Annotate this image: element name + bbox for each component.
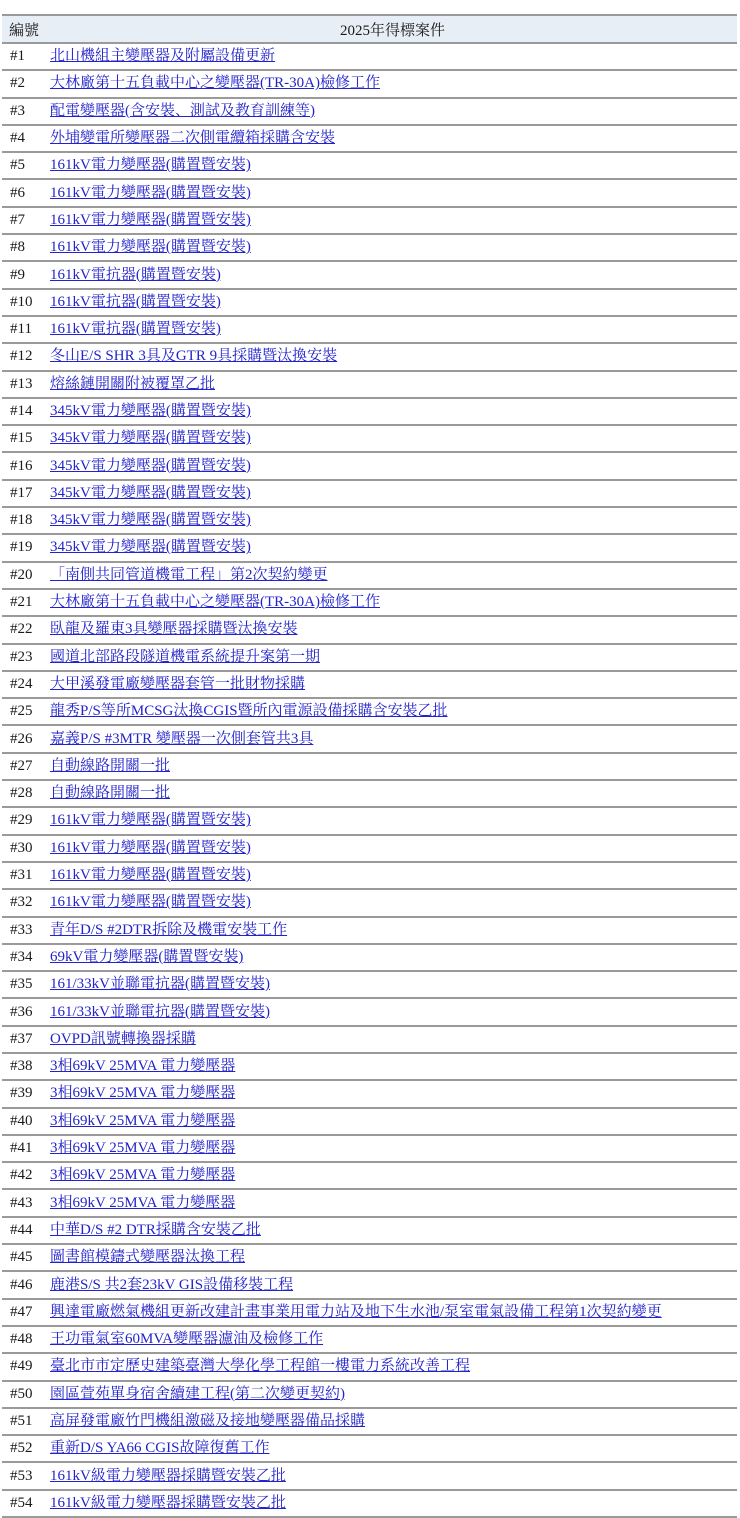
table-row (2, 1080, 737, 1107)
table-row (2, 698, 737, 725)
case-number: #49 (2, 1353, 48, 1380)
case-link[interactable]: 3相69kV 25MVA 電力變壓器 (50, 1167, 236, 1184)
table-row (2, 1353, 737, 1380)
case-number: #8 (2, 234, 48, 261)
case-title-cell (48, 1462, 737, 1489)
case-number: #26 (2, 725, 48, 752)
case-title-cell (48, 671, 737, 698)
case-title-cell (48, 1299, 737, 1326)
case-link[interactable]: 園區萱苑單身宿舍續建工程(第二次變更契約) (50, 1385, 345, 1402)
case-number: #23 (2, 644, 48, 671)
case-title-cell (48, 889, 737, 916)
case-title-cell (48, 507, 737, 534)
case-link[interactable]: 161kV電力變壓器(購置暨安裝) (50, 867, 251, 884)
case-number: #3 (2, 98, 48, 125)
table-row (2, 944, 737, 971)
case-number: #6 (2, 179, 48, 206)
case-number: #27 (2, 753, 48, 780)
case-title-cell (48, 753, 737, 780)
case-title-cell (48, 452, 737, 479)
case-title-cell (48, 343, 737, 370)
table-row (2, 152, 737, 179)
case-title-cell (48, 1026, 737, 1053)
case-link[interactable]: 345kV電力變壓器(購置暨安裝) (50, 430, 251, 447)
case-link[interactable]: 3相69kV 25MVA 電力變壓器 (50, 1194, 236, 1211)
case-title-cell (48, 1189, 737, 1216)
case-number: #32 (2, 889, 48, 916)
case-link[interactable]: 3相69kV 25MVA 電力變壓器 (50, 1112, 236, 1129)
case-number: #2 (2, 70, 48, 97)
table-row (2, 1326, 737, 1353)
case-link[interactable]: 圖書館模鑄式變壓器汰換工程 (50, 1249, 246, 1266)
case-number: #21 (2, 589, 48, 616)
case-link[interactable]: 161kV電力變壓器(購置暨安裝) (50, 211, 251, 228)
case-number: #33 (2, 917, 48, 944)
table-row (2, 316, 737, 343)
case-number: #13 (2, 371, 48, 398)
case-link[interactable]: 161/33kV並聯電抗器(購置暨安裝) (50, 1003, 270, 1020)
case-link[interactable]: 345kV電力變壓器(購置暨安裝) (50, 512, 251, 529)
case-title-cell (48, 1271, 737, 1298)
case-title-cell (48, 261, 737, 288)
case-number: #12 (2, 343, 48, 370)
case-link[interactable]: 161kV電抗器(購置暨安裝) (50, 321, 221, 338)
table-row (2, 1244, 737, 1271)
case-number: #36 (2, 998, 48, 1025)
table-row (2, 1462, 737, 1489)
table-row (2, 1271, 737, 1298)
table-row (2, 562, 737, 589)
table-row (2, 398, 737, 425)
case-number: #47 (2, 1299, 48, 1326)
case-title-cell (48, 152, 737, 179)
case-number: #34 (2, 944, 48, 971)
case-link[interactable]: 161/33kV並聯電抗器(購置暨安裝) (50, 976, 270, 993)
case-title-cell (48, 589, 737, 616)
case-title-cell (48, 289, 737, 316)
case-link[interactable]: 3相69kV 25MVA 電力變壓器 (50, 1058, 236, 1075)
case-link[interactable]: 重新D/S YA66 CGIS故障復舊工作 (50, 1440, 270, 1457)
case-link[interactable]: 161kV級電力變壓器採購暨安裝乙批 (50, 1467, 286, 1484)
case-link[interactable]: 161kV級電力變壓器採購暨安裝乙批 (50, 1494, 286, 1511)
case-number: #15 (2, 425, 48, 452)
case-link[interactable]: 大林廠第十五負載中心之變壓器(TR-30A)檢修工作 (50, 75, 380, 92)
table-row (2, 1162, 737, 1189)
case-title-cell (48, 398, 737, 425)
table-row (2, 1435, 737, 1462)
table-row (2, 98, 737, 125)
case-link[interactable]: 龍秀P/S等所MCSG汰換CGIS暨所內電源設備採購含安裝乙批 (50, 703, 448, 720)
case-number: #9 (2, 261, 48, 288)
table-body (2, 43, 737, 1517)
case-link[interactable]: 熔絲鏈開關附被覆罩乙批 (50, 375, 216, 392)
case-title-cell (48, 862, 737, 889)
case-link[interactable]: 161kV電力變壓器(購置暨安裝) (50, 812, 251, 829)
case-link[interactable]: 3相69kV 25MVA 電力變壓器 (50, 1085, 236, 1102)
table-row (2, 971, 737, 998)
table-row (2, 452, 737, 479)
table-row (2, 480, 737, 507)
case-number: #29 (2, 807, 48, 834)
case-number: #50 (2, 1381, 48, 1408)
case-title-cell (48, 125, 737, 152)
table-row (2, 343, 737, 370)
case-number: #37 (2, 1026, 48, 1053)
case-number: #39 (2, 1080, 48, 1107)
table-row (2, 261, 737, 288)
awarded-cases-table (2, 14, 737, 1518)
case-number: #53 (2, 1462, 48, 1489)
case-title-cell (48, 70, 737, 97)
table-row (2, 1026, 737, 1053)
table-row (2, 70, 737, 97)
case-number: #24 (2, 671, 48, 698)
case-link[interactable]: 外埔變電所變壓器二次側電纜箱採購含安裝 (50, 130, 336, 147)
case-link[interactable]: 161kV電抗器(購置暨安裝) (50, 266, 221, 283)
case-number: #16 (2, 452, 48, 479)
column-header-id: 編號 (2, 15, 48, 43)
case-link[interactable]: OVPD訊號轉換器採購 (50, 1030, 196, 1047)
table-row (2, 507, 737, 534)
case-title-cell (48, 835, 737, 862)
table-row (2, 371, 737, 398)
case-number: #28 (2, 780, 48, 807)
case-title-cell (48, 944, 737, 971)
case-number: #38 (2, 1053, 48, 1080)
case-link[interactable]: 161kV電抗器(購置暨安裝) (50, 293, 221, 310)
table-row (2, 1381, 737, 1408)
table-row (2, 835, 737, 862)
case-title-cell (48, 316, 737, 343)
table-row (2, 725, 737, 752)
case-number: #22 (2, 616, 48, 643)
case-title-cell (48, 780, 737, 807)
case-title-cell (48, 1435, 737, 1462)
table-header (2, 15, 737, 43)
table-row (2, 1217, 737, 1244)
case-number: #17 (2, 480, 48, 507)
case-title-cell (48, 480, 737, 507)
case-link[interactable]: 345kV電力變壓器(購置暨安裝) (50, 457, 251, 474)
case-link[interactable]: 興達電廠燃氣機組更新改建計畫事業用電力站及地下生水池/泵室電氣設備工程第1次契約變更 (50, 1303, 662, 1320)
case-title-cell (48, 562, 737, 589)
case-link[interactable]: 161kV電力變壓器(購置暨安裝) (50, 839, 251, 856)
case-title-cell (48, 725, 737, 752)
case-number: #40 (2, 1108, 48, 1135)
table-row (2, 179, 737, 206)
table-row (2, 289, 737, 316)
case-title-cell (48, 616, 737, 643)
case-number: #5 (2, 152, 48, 179)
table-row (2, 644, 737, 671)
case-link[interactable]: 69kV電力變壓器(購置暨安裝) (50, 948, 244, 965)
case-link[interactable]: 青年D/S #2DTR拆除及機電安裝工作 (50, 921, 288, 938)
table-row (2, 807, 737, 834)
case-link[interactable]: 3相69kV 25MVA 電力變壓器 (50, 1140, 236, 1157)
case-title-cell (48, 917, 737, 944)
case-number: #52 (2, 1435, 48, 1462)
case-link[interactable]: 國道北部路段隧道機電系統提升案第一期 (50, 648, 321, 665)
case-link[interactable]: 高屏發電廠竹門機組激磁及接地變壓器備品採購 (50, 1412, 366, 1429)
case-link[interactable]: 161kV電力變壓器(購置暨安裝) (50, 894, 251, 911)
table-row (2, 1108, 737, 1135)
case-number: #35 (2, 971, 48, 998)
case-link[interactable]: 冬山E/S SHR 3具及GTR 9具採購暨汰換安裝 (50, 348, 338, 365)
case-link[interactable]: 自動線路開關一批 (50, 785, 171, 802)
case-title-cell (48, 43, 737, 70)
case-title-cell (48, 425, 737, 452)
case-link[interactable]: 161kV電力變壓器(購置暨安裝) (50, 184, 251, 201)
table-row (2, 671, 737, 698)
case-link[interactable]: 345kV電力變壓器(購置暨安裝) (50, 539, 251, 556)
case-link[interactable]: 鹿港S/S 共2套23kV GIS設備移裝工程 (50, 1276, 294, 1293)
table-row (2, 1408, 737, 1435)
case-link[interactable]: 大林廠第十五負載中心之變壓器(TR-30A)檢修工作 (50, 594, 380, 611)
table-row (2, 889, 737, 916)
case-number: #4 (2, 125, 48, 152)
case-title-cell (48, 207, 737, 234)
table-row (2, 43, 737, 70)
case-title-cell (48, 534, 737, 561)
case-title-cell (48, 98, 737, 125)
case-number: #46 (2, 1271, 48, 1298)
case-title-cell (48, 179, 737, 206)
case-number: #20 (2, 562, 48, 589)
case-title-cell (48, 698, 737, 725)
table-row (2, 425, 737, 452)
case-link[interactable]: 「南側共同管道機電工程」第2次契約變更 (50, 566, 328, 583)
case-title-cell (48, 1326, 737, 1353)
table-row (2, 1135, 737, 1162)
header-row (2, 15, 737, 43)
case-number: #18 (2, 507, 48, 534)
case-title-cell (48, 1490, 737, 1517)
case-link[interactable]: 北山機組主變壓器及附屬設備更新 (50, 48, 276, 65)
table-row (2, 589, 737, 616)
case-title-cell (48, 998, 737, 1025)
table-row (2, 1490, 737, 1517)
table-row (2, 1299, 737, 1326)
table-row (2, 753, 737, 780)
case-number: #31 (2, 862, 48, 889)
case-number: #1 (2, 43, 48, 70)
case-title-cell (48, 234, 737, 261)
case-link[interactable]: 161kV電力變壓器(購置暨安裝) (50, 239, 251, 256)
case-number: #45 (2, 1244, 48, 1271)
case-title-cell (48, 807, 737, 834)
case-number: #19 (2, 534, 48, 561)
case-title-cell (48, 1353, 737, 1380)
case-number: #25 (2, 698, 48, 725)
case-link[interactable]: 臥龍及羅東3具變壓器採購暨汰換安裝 (50, 621, 298, 638)
case-number: #54 (2, 1490, 48, 1517)
case-number: #42 (2, 1162, 48, 1189)
case-number: #30 (2, 835, 48, 862)
case-number: #7 (2, 207, 48, 234)
case-title-cell (48, 1080, 737, 1107)
case-link[interactable]: 345kV電力變壓器(購置暨安裝) (50, 484, 251, 501)
case-link[interactable]: 大甲溪發電廠變壓器套管一批財物採購 (50, 675, 306, 692)
table-row (2, 998, 737, 1025)
table-row (2, 125, 737, 152)
case-number: #48 (2, 1326, 48, 1353)
case-number: #10 (2, 289, 48, 316)
table-row (2, 917, 737, 944)
case-number: #51 (2, 1408, 48, 1435)
table-row (2, 780, 737, 807)
case-title-cell (48, 1053, 737, 1080)
column-header-title: 2025年得標案件 (48, 15, 737, 43)
table-row (2, 1053, 737, 1080)
case-link[interactable]: 臺北市市定歷史建築臺灣大學化學工程館一樓電力系統改善工程 (50, 1358, 471, 1375)
case-number: #43 (2, 1189, 48, 1216)
case-title-cell (48, 371, 737, 398)
table-row (2, 616, 737, 643)
table-row (2, 1189, 737, 1216)
case-title-cell (48, 1381, 737, 1408)
case-title-cell (48, 1162, 737, 1189)
case-link[interactable]: 嘉義P/S #3MTR 變壓器一次側套管共3具 (50, 730, 314, 747)
case-link[interactable]: 自動線路開關一批 (50, 757, 171, 774)
table-row (2, 207, 737, 234)
table-row (2, 234, 737, 261)
case-number: #11 (2, 316, 48, 343)
table-row (2, 862, 737, 889)
case-title-cell (48, 1217, 737, 1244)
case-number: #44 (2, 1217, 48, 1244)
case-link[interactable]: 345kV電力變壓器(購置暨安裝) (50, 403, 251, 419)
case-title-cell (48, 644, 737, 671)
case-link[interactable]: 王功電氣室60MVA變壓器濾油及檢修工作 (50, 1331, 324, 1348)
case-title-cell (48, 1108, 737, 1135)
case-number: #14 (2, 398, 48, 425)
case-title-cell (48, 1408, 737, 1435)
case-link[interactable]: 配電變壓器(含安裝、測試及教育訓練等) (50, 102, 315, 119)
table-row (2, 534, 737, 561)
case-title-cell (48, 1244, 737, 1271)
case-link[interactable]: 中華D/S #2 DTR採購含安裝乙批 (50, 1221, 261, 1238)
case-link[interactable]: 161kV電力變壓器(購置暨安裝) (50, 157, 251, 174)
case-number: #41 (2, 1135, 48, 1162)
case-title-cell (48, 971, 737, 998)
case-title-cell (48, 1135, 737, 1162)
